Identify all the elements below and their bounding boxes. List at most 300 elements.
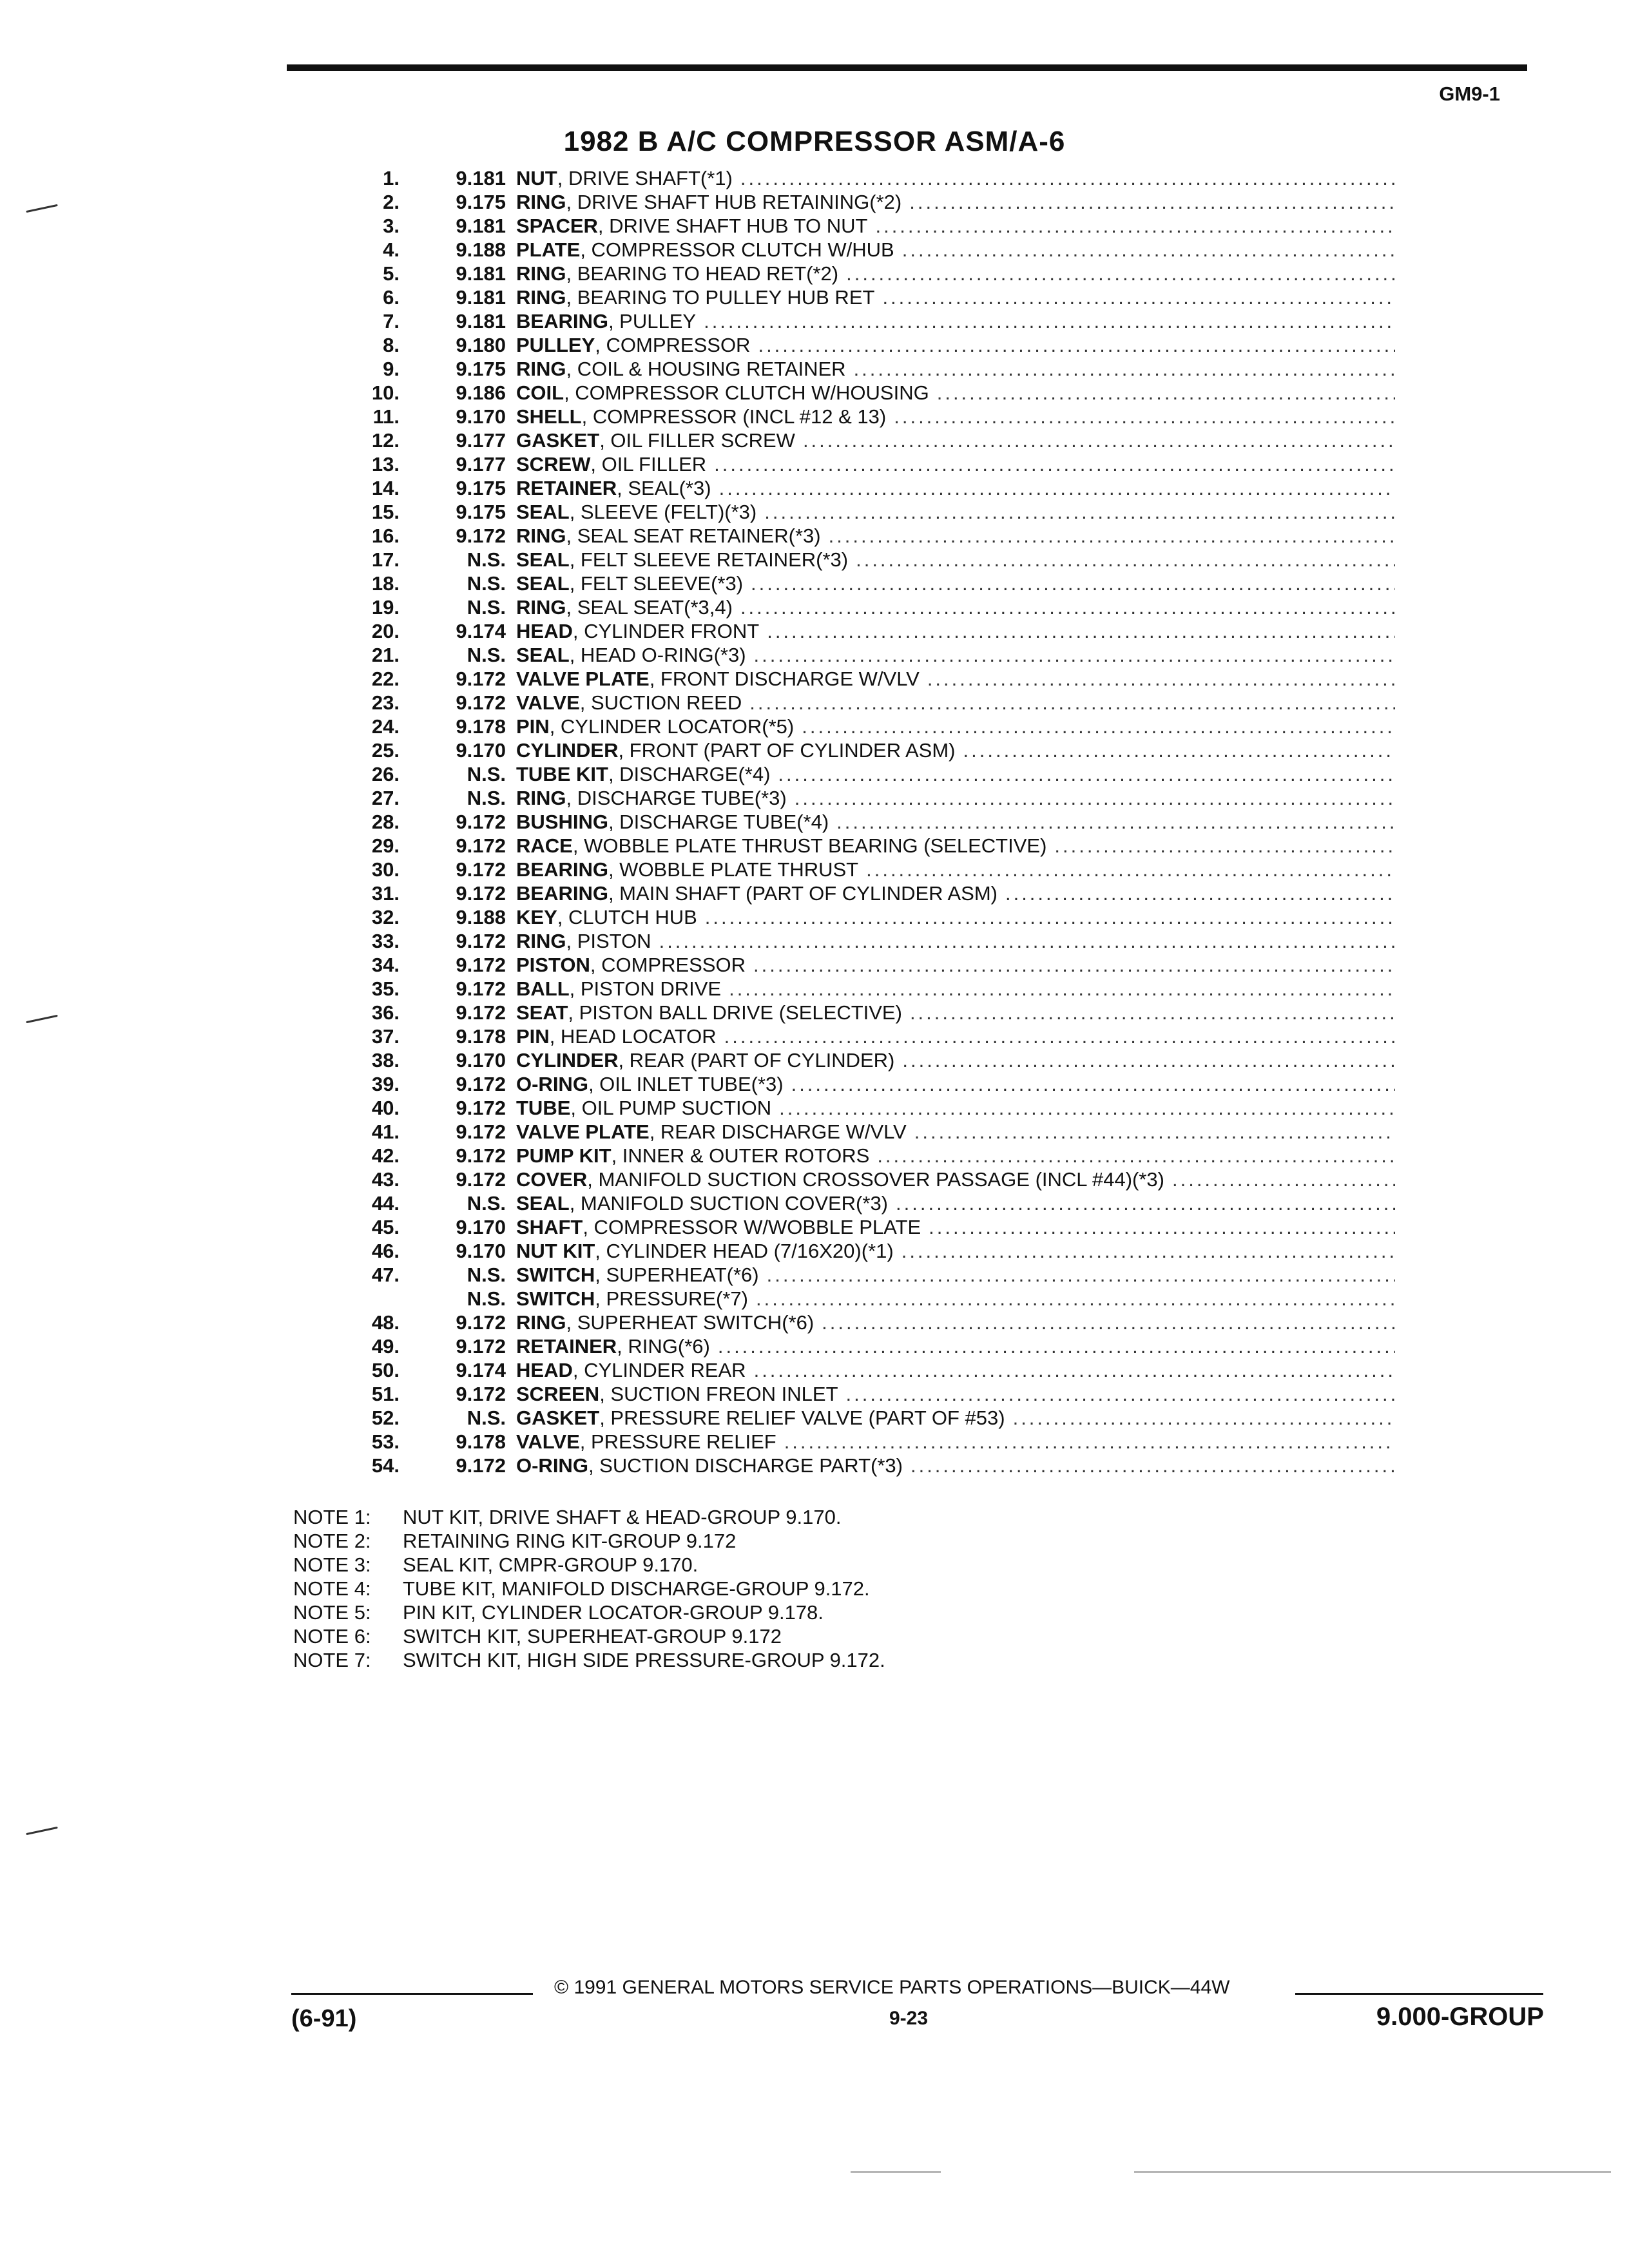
part-description [516, 476, 1395, 500]
part-group: N.S. [467, 1287, 506, 1310]
leader-dots [749, 691, 1395, 715]
leader-dots [937, 381, 1395, 405]
part-row [338, 1024, 1395, 1048]
part-group: 9.174 [456, 1359, 506, 1381]
part-number: 50. [371, 1359, 400, 1381]
part-group: 9.186 [456, 381, 506, 404]
part-description [516, 548, 1395, 572]
part-row [338, 500, 1395, 524]
part-name: RING [516, 358, 566, 380]
part-name: VALVE [516, 1430, 580, 1453]
part-description [516, 738, 1395, 762]
part-row [338, 166, 1395, 190]
part-name: PISTON [516, 954, 590, 976]
leader-dots [803, 428, 1395, 452]
part-description [516, 1287, 1395, 1311]
part-name: SEAL [516, 501, 570, 523]
part-description [516, 381, 1395, 405]
parts-list [338, 166, 1395, 1477]
leader-dots [705, 905, 1395, 929]
part-name: SWITCH [516, 1287, 595, 1310]
page-code: GM9-1 [1439, 82, 1500, 105]
part-group: 9.177 [456, 453, 506, 476]
note-label: NOTE 3: [293, 1553, 371, 1576]
leader-dots [767, 1263, 1395, 1287]
part-number: 6. [383, 286, 400, 309]
part-detail: , COMPRESSOR [595, 334, 751, 356]
part-description [516, 1048, 1395, 1072]
part-number: 14. [371, 477, 400, 499]
leader-dots [1013, 1406, 1395, 1430]
part-number [338, 1287, 400, 1311]
leader-dots [778, 762, 1395, 786]
part-name: SEAL [516, 572, 570, 595]
part-detail: , PISTON DRIVE [569, 977, 722, 1000]
leader-dots [764, 500, 1395, 524]
part-name: SEAL [516, 1192, 570, 1215]
part-name: PLATE [516, 238, 581, 261]
part-group: 9.181 [456, 262, 506, 285]
part-row [338, 309, 1395, 333]
part-detail: , DISCHARGE(*4) [608, 763, 771, 785]
part-description [516, 333, 1395, 357]
part-row [338, 1382, 1395, 1406]
part-name: HEAD [516, 620, 573, 642]
part-group: 9.175 [456, 501, 506, 523]
part-description [516, 929, 1395, 953]
part-row [338, 405, 1395, 428]
note-text: SEAL KIT, CMPR-GROUP 9.170. [403, 1553, 699, 1576]
part-name: NUT KIT [516, 1240, 595, 1262]
part-number: 41. [371, 1120, 400, 1143]
part-group: 9.175 [456, 358, 506, 380]
part-group: 9.178 [456, 715, 506, 738]
part-name: HEAD [516, 1359, 573, 1381]
part-description [516, 1358, 1395, 1382]
part-row [338, 1048, 1395, 1072]
part-number: 54. [371, 1454, 400, 1477]
part-detail: , DISCHARGE TUBE(*4) [608, 811, 829, 833]
part-group: 9.172 [456, 1001, 506, 1024]
margin-mark [26, 1827, 58, 1835]
part-description [516, 762, 1395, 786]
part-detail: , SEAL SEAT(*3,4) [566, 596, 733, 619]
top-rule [287, 64, 1527, 71]
part-detail: , COMPRESSOR W/WOBBLE PLATE [583, 1216, 921, 1238]
leader-dots [758, 333, 1395, 357]
leader-dots [740, 166, 1395, 190]
part-detail: , HEAD O-RING(*3) [569, 644, 746, 666]
part-number: 12. [371, 429, 400, 452]
part-row [338, 1454, 1395, 1477]
leader-dots [767, 619, 1395, 643]
part-group: N.S. [467, 644, 506, 666]
part-row [338, 1191, 1395, 1215]
part-description [516, 238, 1395, 262]
part-row [338, 572, 1395, 595]
part-detail: , OIL INLET TUBE(*3) [588, 1073, 784, 1095]
part-number: 23. [371, 691, 400, 714]
part-detail: , INNER & OUTER ROTORS [611, 1144, 870, 1167]
part-number: 24. [371, 715, 400, 738]
part-name: O-RING [516, 1073, 588, 1095]
part-description [516, 691, 1395, 715]
part-row [338, 595, 1395, 619]
part-detail: , REAR (PART OF CYLINDER) [618, 1049, 895, 1072]
part-description [516, 1191, 1395, 1215]
leader-dots [909, 190, 1395, 214]
part-detail: , FRONT DISCHARGE W/VLV [649, 668, 920, 690]
part-description [516, 643, 1395, 667]
part-name: CYLINDER [516, 739, 619, 762]
part-number: 5. [383, 262, 400, 285]
part-description [516, 953, 1395, 977]
part-number: 27. [371, 787, 400, 809]
part-name: SCREEN [516, 1383, 600, 1405]
leader-dots [882, 285, 1395, 309]
part-description [516, 262, 1395, 285]
note-text: SWITCH KIT, SUPERHEAT-GROUP 9.172 [403, 1625, 782, 1648]
part-number: 42. [371, 1144, 400, 1167]
part-description [516, 595, 1395, 619]
part-row [338, 452, 1395, 476]
part-row [338, 1358, 1395, 1382]
part-detail: , MANIFOLD SUCTION CROSSOVER PASSAGE (INCL #44)(*3) [587, 1168, 1164, 1191]
part-description [516, 405, 1395, 428]
leader-dots [779, 1096, 1395, 1120]
part-row [338, 357, 1395, 381]
part-number: 31. [371, 882, 400, 905]
part-number: 17. [371, 548, 400, 571]
part-group: 9.178 [456, 1430, 506, 1453]
part-description [516, 285, 1395, 309]
part-number: 34. [371, 954, 400, 976]
leader-dots [896, 1191, 1395, 1215]
page-title: 1982 B A/C COMPRESSOR ASM/A-6 [563, 126, 1066, 157]
leader-dots [751, 572, 1395, 595]
part-number: 26. [371, 763, 400, 785]
part-row [338, 1430, 1395, 1454]
part-row [338, 810, 1395, 834]
part-number: 53. [371, 1430, 400, 1453]
part-group: 9.170 [456, 405, 506, 428]
part-number: 15. [371, 501, 400, 523]
leader-dots [902, 1048, 1395, 1072]
leader-dots [846, 1382, 1395, 1406]
part-detail: , REAR DISCHARGE W/VLV [649, 1120, 907, 1143]
part-group: 9.172 [456, 1144, 506, 1167]
part-group: 9.170 [456, 1240, 506, 1262]
part-number: 9. [383, 358, 400, 380]
part-number: 25. [371, 739, 400, 762]
part-name: NUT [516, 167, 557, 189]
part-name: RING [516, 596, 566, 619]
part-number: 32. [371, 906, 400, 928]
part-group: 9.181 [456, 310, 506, 332]
part-description [516, 428, 1395, 452]
leader-dots [846, 262, 1395, 285]
part-name: COIL [516, 381, 564, 404]
part-name: BEARING [516, 858, 608, 881]
part-description [516, 786, 1395, 810]
leader-dots [911, 1454, 1395, 1477]
part-detail: , MANIFOLD SUCTION COVER(*3) [569, 1192, 889, 1215]
note-row [293, 1529, 885, 1553]
leader-dots [877, 1144, 1395, 1168]
part-number: 1. [383, 167, 400, 189]
part-group: 9.172 [456, 1073, 506, 1095]
part-row [338, 238, 1395, 262]
leader-dots [729, 977, 1395, 1001]
leader-dots [856, 548, 1395, 572]
part-description [516, 1239, 1395, 1263]
part-number: 22. [371, 668, 400, 690]
footer-group: 9.000-GROUP [1376, 2003, 1544, 2031]
part-group: N.S. [467, 1264, 506, 1286]
part-row [338, 953, 1395, 977]
part-number: 38. [371, 1049, 400, 1072]
part-group: N.S. [467, 548, 506, 571]
part-name: TUBE KIT [516, 763, 608, 785]
part-row [338, 548, 1395, 572]
part-description [516, 881, 1395, 905]
part-number: 2. [383, 191, 400, 213]
part-number: 20. [371, 620, 400, 642]
part-group: 9.174 [456, 620, 506, 642]
leader-dots [894, 405, 1395, 428]
part-row [338, 667, 1395, 691]
leader-dots [724, 1024, 1395, 1048]
part-detail: , SUCTION FREON INLET [599, 1383, 838, 1405]
part-number: 29. [371, 834, 400, 857]
part-row [338, 1144, 1395, 1168]
part-detail: , OIL PUMP SUCTION [570, 1097, 772, 1119]
leader-dots [829, 524, 1395, 548]
part-row [338, 1072, 1395, 1096]
part-description [516, 1454, 1395, 1477]
part-group: 9.188 [456, 906, 506, 928]
part-detail: , DRIVE SHAFT(*1) [557, 167, 733, 189]
part-detail: , OIL FILLER [590, 453, 707, 476]
part-number: 21. [371, 644, 400, 666]
part-name: CYLINDER [516, 1049, 619, 1072]
note-text: RETAINING RING KIT-GROUP 9.172 [403, 1530, 737, 1552]
part-name: RETAINER [516, 1335, 617, 1358]
part-description [516, 214, 1395, 238]
part-number: 45. [371, 1216, 400, 1238]
part-detail: , FELT SLEEVE RETAINER(*3) [569, 548, 849, 571]
note-label: NOTE 4: [293, 1577, 371, 1600]
part-description [516, 1120, 1395, 1144]
part-row [338, 476, 1395, 500]
part-description [516, 1382, 1395, 1406]
leader-dots [854, 357, 1395, 381]
part-name: O-RING [516, 1454, 588, 1477]
part-group: 9.172 [456, 1311, 506, 1334]
part-group: 9.172 [456, 930, 506, 952]
part-name: SCREW [516, 453, 591, 476]
part-description [516, 1096, 1395, 1120]
note-text: NUT KIT, DRIVE SHAFT & HEAD-GROUP 9.170. [403, 1506, 842, 1528]
part-name: BUSHING [516, 811, 608, 833]
part-number: 52. [371, 1407, 400, 1429]
part-number: 48. [371, 1311, 400, 1334]
part-detail: , COIL & HOUSING RETAINER [566, 358, 846, 380]
part-group: N.S. [467, 596, 506, 619]
part-description [516, 1263, 1395, 1287]
part-row [338, 762, 1395, 786]
part-group: 9.172 [456, 811, 506, 833]
part-group: 9.172 [456, 691, 506, 714]
part-detail: , PRESSURE RELIEF VALVE (PART OF #53) [599, 1407, 1005, 1429]
part-name: SPACER [516, 215, 598, 237]
part-row [338, 1096, 1395, 1120]
part-number: 30. [371, 858, 400, 881]
part-group: 9.172 [456, 524, 506, 547]
part-group: 9.172 [456, 858, 506, 881]
part-detail: , WOBBLE PLATE THRUST BEARING (SELECTIVE) [572, 834, 1047, 857]
leader-dots [756, 1287, 1395, 1311]
leader-dots [875, 214, 1395, 238]
part-number: 43. [371, 1168, 400, 1191]
part-number: 8. [383, 334, 400, 356]
part-row [338, 1120, 1395, 1144]
part-row [338, 643, 1395, 667]
part-detail: , RING(*6) [617, 1335, 710, 1358]
leader-dots [795, 786, 1395, 810]
leader-dots [1054, 834, 1395, 858]
part-row [338, 524, 1395, 548]
part-row [338, 738, 1395, 762]
part-name: RING [516, 930, 566, 952]
part-group: N.S. [467, 1192, 506, 1215]
part-description [516, 500, 1395, 524]
part-description [516, 1215, 1395, 1239]
leader-dots [718, 1334, 1395, 1358]
part-description [516, 1334, 1395, 1358]
part-number: 19. [371, 596, 400, 619]
part-group: 9.177 [456, 429, 506, 452]
part-row [338, 190, 1395, 214]
part-row [338, 1001, 1395, 1024]
leader-dots [753, 953, 1395, 977]
part-description [516, 1168, 1395, 1191]
part-description [516, 1406, 1395, 1430]
note-text: SWITCH KIT, HIGH SIDE PRESSURE-GROUP 9.172. [403, 1649, 885, 1671]
part-name: PIN [516, 715, 550, 738]
part-name: RACE [516, 834, 573, 857]
part-description [516, 834, 1395, 858]
part-row [338, 1334, 1395, 1358]
part-description [516, 357, 1395, 381]
scan-smudge [851, 2171, 941, 2173]
part-name: BALL [516, 977, 570, 1000]
part-group: 9.172 [456, 1168, 506, 1191]
part-name: SEAL [516, 644, 570, 666]
part-number: 49. [371, 1335, 400, 1358]
note-label: NOTE 6: [293, 1625, 371, 1648]
part-row [338, 381, 1395, 405]
part-group: N.S. [467, 787, 506, 809]
part-row [338, 977, 1395, 1001]
part-number: 37. [371, 1025, 400, 1048]
part-name: VALVE PLATE [516, 1120, 650, 1143]
note-text: PIN KIT, CYLINDER LOCATOR-GROUP 9.178. [403, 1601, 824, 1624]
part-group: 9.172 [456, 834, 506, 857]
part-number: 18. [371, 572, 400, 595]
leader-dots [740, 595, 1395, 619]
part-description [516, 715, 1395, 738]
part-name: GASKET [516, 1407, 600, 1429]
footer-date: (6-91) [291, 2005, 357, 2032]
part-description [516, 190, 1395, 214]
leader-dots [802, 715, 1395, 738]
note-row [293, 1624, 885, 1648]
part-row [338, 214, 1395, 238]
leader-dots [963, 738, 1395, 762]
part-row [338, 1263, 1395, 1287]
part-name: PULLEY [516, 334, 595, 356]
part-name: VALVE PLATE [516, 668, 650, 690]
margin-mark [26, 204, 58, 213]
part-number: 44. [371, 1192, 400, 1215]
scan-smudge [1134, 2171, 1611, 2173]
part-number: 11. [372, 405, 400, 428]
part-detail: , CLUTCH HUB [557, 906, 697, 928]
part-group: 9.170 [456, 1049, 506, 1072]
part-description [516, 1311, 1395, 1334]
leader-dots [910, 1001, 1395, 1024]
leader-dots [1172, 1168, 1395, 1191]
leader-dots [1005, 881, 1395, 905]
part-row [338, 428, 1395, 452]
part-number: 40. [371, 1097, 400, 1119]
part-name: RING [516, 787, 566, 809]
part-row [338, 691, 1395, 715]
part-row [338, 1215, 1395, 1239]
part-description [516, 1144, 1395, 1168]
leader-dots [719, 476, 1395, 500]
part-number: 39. [371, 1073, 400, 1095]
part-row [338, 285, 1395, 309]
part-detail: , CYLINDER HEAD (7/16X20)(*1) [595, 1240, 894, 1262]
leader-dots [714, 452, 1395, 476]
part-group: N.S. [467, 572, 506, 595]
part-number: 36. [371, 1001, 400, 1024]
part-description [516, 166, 1395, 190]
part-row [338, 929, 1395, 953]
part-detail: , PRESSURE RELIEF [579, 1430, 776, 1453]
part-group: 9.172 [456, 1097, 506, 1119]
part-name: SHAFT [516, 1216, 583, 1238]
note-label: NOTE 7: [293, 1649, 371, 1671]
part-name: SHELL [516, 405, 582, 428]
part-group: 9.188 [456, 238, 506, 261]
part-description [516, 1001, 1395, 1024]
part-group: 9.170 [456, 1216, 506, 1238]
part-number: 33. [371, 930, 400, 952]
part-number: 28. [371, 811, 400, 833]
part-detail: , BEARING TO HEAD RET(*2) [566, 262, 839, 285]
leader-dots [866, 858, 1395, 881]
note-row [293, 1648, 885, 1672]
part-group: 9.180 [456, 334, 506, 356]
part-group: 9.170 [456, 739, 506, 762]
part-detail: , DRIVE SHAFT HUB TO NUT [597, 215, 868, 237]
part-row [338, 715, 1395, 738]
part-name: KEY [516, 906, 557, 928]
part-name: RING [516, 286, 566, 309]
